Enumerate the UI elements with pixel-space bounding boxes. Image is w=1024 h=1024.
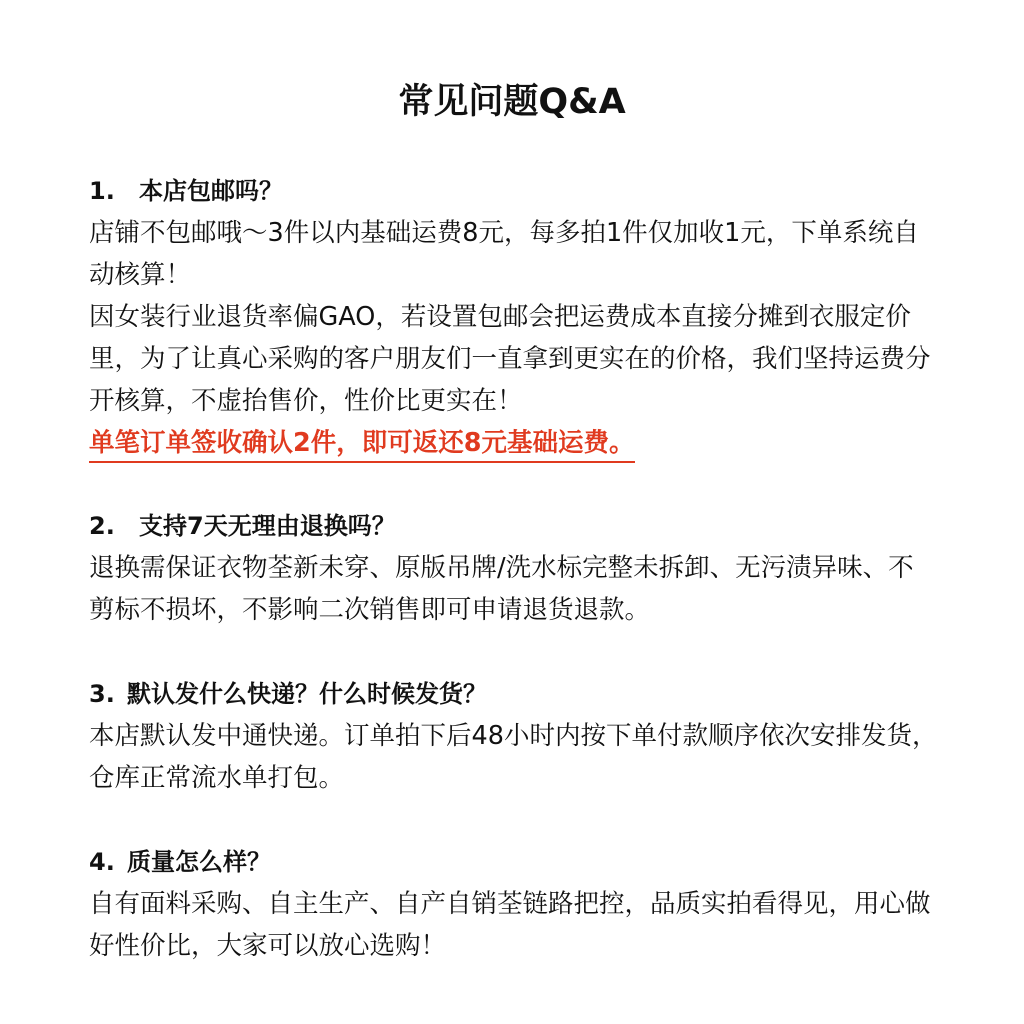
faq-answer-1-paragraph-2: 因女装行业退货率偏GAO，若设置包邮会把运费成本直接分摊到衣服定价里，为了让真心采购的客户朋友们一直拿到更实在的价格，我们坚持运费分开核算，不虚抬售价，性价比更实在！ (89, 302, 931, 416)
faq-item-1 (89, 170, 939, 463)
faq-question-1 (89, 170, 939, 212)
faq-question-4 (89, 841, 939, 883)
faq-question-3 (89, 673, 939, 715)
page-title: 常见问题Q&A (398, 82, 626, 122)
faq-answer-4-paragraph-1: 自有面料采购、自主生产、自产自销荃链路把控，品质实拍看得见，用心做好性价比，大家可以放心选购！ (89, 889, 931, 961)
faq-answer-3-paragraph-1: 本店默认发中通快递。订单拍下后48小时内按下单付款顺序依次安排发货，仓库正常流水单打包。 (89, 721, 938, 793)
faq-answer-1-highlight: 单笔订单签收确认2件，即可返还8元基础运费。 (89, 425, 635, 463)
faq-number-3: 3. (89, 680, 115, 708)
section-gap (89, 799, 939, 841)
faq-item-3 (89, 673, 939, 799)
faq-answer-1-paragraph-1: 店铺不包邮哦～3件以内基础运费8元，每多拍1件仅加收1元，下单系统自动核算！ (89, 218, 919, 290)
faq-item-2 (89, 505, 939, 631)
faq-question-2 (89, 505, 939, 547)
faq-question-text-4: 质量怎么样？ (127, 848, 271, 876)
faq-item-4 (89, 841, 939, 967)
faq-question-text-1: 本店包邮吗？ (139, 177, 283, 205)
faq-number-1: 1. (89, 177, 115, 205)
faq-number-2: 2. (89, 512, 115, 540)
faq-number-4: 4. (89, 848, 115, 876)
faq-question-text-3: 默认发什么快递？什么时候发货？ (127, 680, 487, 708)
section-gap (89, 631, 939, 673)
faq-answer-2-paragraph-1: 退换需保证衣物荃新未穿、原版吊牌/洗水标完整未拆卸、无污渍异味、不剪标不损坏，不影响二次销售即可申请退货退款。 (89, 553, 914, 625)
faq-question-text-2: 支持7天无理由退换吗？ (139, 512, 396, 540)
section-gap (89, 463, 939, 505)
faq-list (89, 170, 939, 967)
